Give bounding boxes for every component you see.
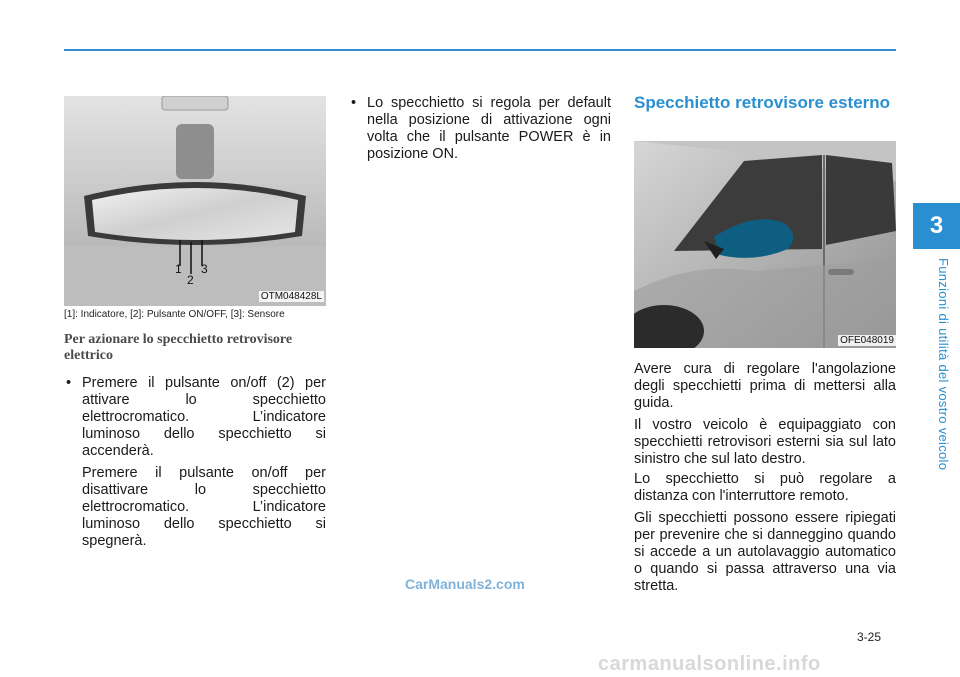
callout-1: 1 xyxy=(175,262,182,276)
interior-mirror-illustration xyxy=(64,96,326,306)
callout-2: 2 xyxy=(187,273,194,287)
paragraph-adjust-angle: Avere cura di regolare l'angolazione degli specchietti prima di mettersi alla guida. xyxy=(634,361,896,411)
outside-mirror-illustration xyxy=(634,141,896,348)
figure-code-right: OFE048019 xyxy=(840,335,894,346)
outside-mirror-figure xyxy=(634,141,896,348)
chapter-number: 3 xyxy=(929,212,944,239)
figure-caption: [1]: Indicatore, [2]: Pulsante ON/OFF, [3]: Sensore xyxy=(64,309,285,320)
chapter-title: Funzioni di utilità del vostro veicolo xyxy=(936,258,951,471)
callout-3: 3 xyxy=(201,262,208,276)
section-heading-outside-mirror: Specchietto retrovisore esterno xyxy=(634,93,891,112)
paragraph-remote-switch: Lo specchietto si può regolare a distanza con l'interruttore remoto. xyxy=(634,471,896,504)
paragraph-folding: Gli specchietti possono essere ripiegati per prevenire che si danneggino quando si accede a un autolavaggio automatico o quando si passa attraverso una via stretta. xyxy=(634,510,896,594)
paragraph-left-right: Il vostro veicolo è equipaggiato con specchietti retrovisori esterni sia sul lato sinistro che sul lato destro. xyxy=(634,417,896,467)
footer-site[interactable]: carmanualsonline.info xyxy=(598,653,821,675)
page-number: 3-25 xyxy=(857,630,882,644)
header-rule xyxy=(64,49,896,51)
chapter-tab[interactable] xyxy=(913,203,960,249)
interior-mirror-figure xyxy=(64,96,326,306)
bullet-on-off-continuation: Premere il pulsante on/off per disattivare lo specchietto elettrocromatico. L’indicatore luminoso dello specchietto si spegnerà. xyxy=(82,465,326,549)
figure-code-left: OTM048428L xyxy=(260,291,322,302)
watermark[interactable]: CarManuals2.com xyxy=(405,576,525,592)
bullet-default-position: • Lo specchietto si regola per default nella posizione di attivazione ogni volta che il pulsante POWER è in posizione ON. xyxy=(349,95,611,163)
section-heading-electric-mirror: Per azionare lo specchietto retrovisore elettrico xyxy=(64,332,293,363)
bullet-on-off: • Premere il pulsante on/off (2) per attivare lo specchietto elettrocromatico. L’indicatore luminoso dello specchietto si accenderà. xyxy=(64,375,326,460)
